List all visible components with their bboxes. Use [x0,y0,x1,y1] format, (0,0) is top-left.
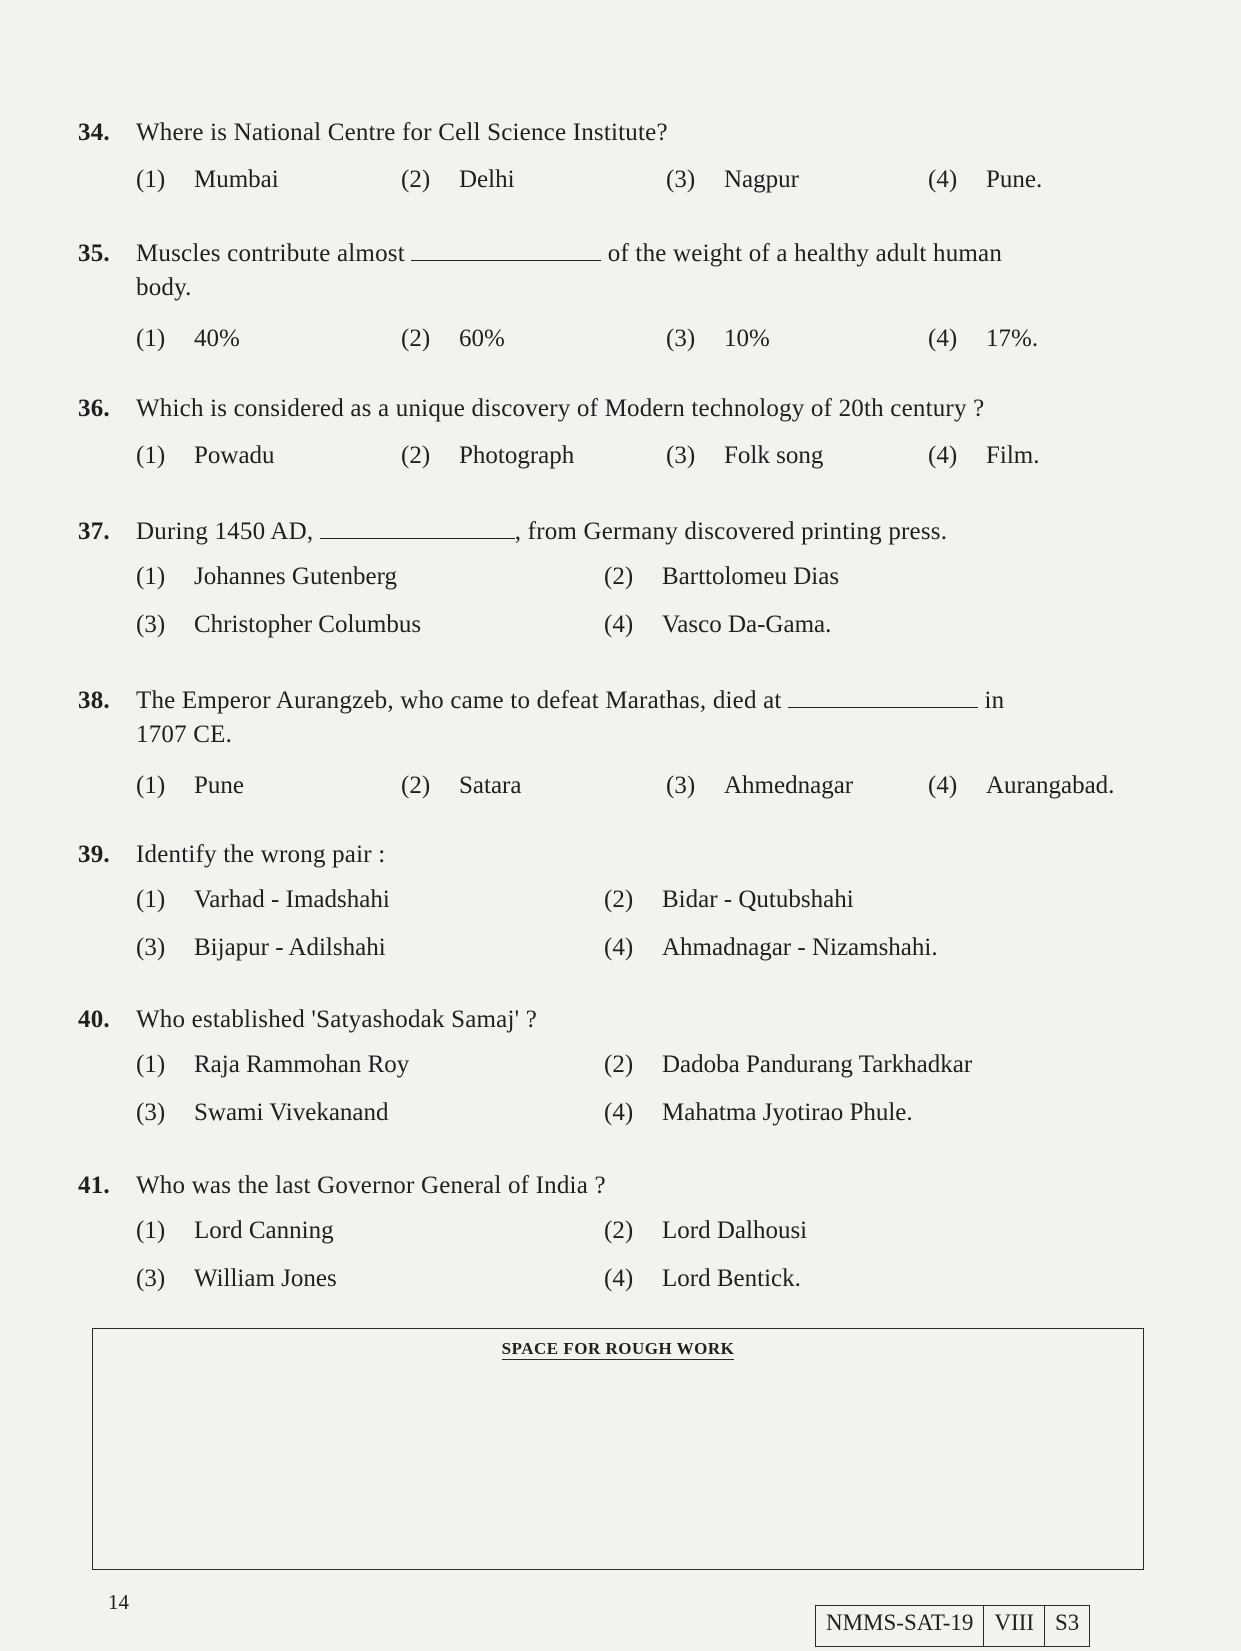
question-36 [78,392,1158,472]
option-4: (4) Pune. [928,166,1043,193]
option-1: (1) Pune [136,772,244,799]
option-1: (1) Johannes Gutenberg [136,563,397,590]
option-1: (1) Mumbai [136,166,279,193]
option-2: (2) Barttolomeu Dias [604,563,840,590]
question-number: 37. [78,518,110,545]
option-3: (3) Folk song [666,442,824,469]
question-number: 36. [78,395,110,422]
option-3: (3) Bijapur - Adilshahi [136,934,386,961]
options [136,323,1158,355]
option-4: (4) Vasco Da-Gama. [604,611,832,638]
options [136,164,1158,196]
question-text: During 1450 AD, , from Germany discovered printing press. [136,518,948,545]
options [136,440,1158,472]
options [136,1215,1158,1295]
paper-code: NMMS-SAT-19 [816,1606,984,1646]
option-2: (2) 60% [401,325,505,352]
question-text: Where is National Centre for Cell Science Institute? [136,119,668,146]
option-1: (1) Varhad - Imadshahi [136,886,390,913]
question-text: Identify the wrong pair : [136,841,386,868]
answer-blank [320,516,515,539]
options [136,770,1158,802]
class-code: VIII [984,1606,1045,1646]
options [136,884,1158,964]
option-4: (4) Lord Bentick. [604,1265,801,1292]
option-4: (4) Aurangabad. [928,772,1115,799]
rough-work-box [92,1328,1144,1570]
option-4: (4) Film. [928,442,1040,469]
question-41 [78,1169,1158,1311]
option-3: (3) William Jones [136,1265,337,1292]
option-3: (3) Swami Vivekanand [136,1099,389,1126]
question-number: 35. [78,240,110,267]
answer-blank [411,238,601,261]
question-40 [78,1003,1158,1145]
question-text: The Emperor Aurangzeb, who came to defeat Marathas, died at in 1707 CE. [136,687,1005,748]
question-34 [78,116,1158,196]
option-1: (1) 40% [136,325,240,352]
option-4: (4) 17%. [928,325,1039,352]
option-4: (4) Mahatma Jyotirao Phule. [604,1099,913,1126]
option-1: (1) Lord Canning [136,1217,334,1244]
option-1: (1) Raja Rammohan Roy [136,1051,410,1078]
option-2: (2) Dadoba Pandurang Tarkhadkar [604,1051,973,1078]
option-2: (2) Lord Dalhousi [604,1217,808,1244]
paper-code-box [815,1605,1090,1647]
question-number: 34. [78,119,110,146]
set-code: S3 [1055,1610,1080,1635]
question-number: 40. [78,1006,110,1033]
option-3: (3) Christopher Columbus [136,611,422,638]
question-text: Who was the last Governor General of India ? [136,1172,606,1199]
answer-blank [788,685,978,708]
question-number: 41. [78,1172,110,1199]
option-3: (3) 10% [666,325,770,352]
option-4: (4) Ahmadnagar - Nizamshahi. [604,934,938,961]
option-2: (2) Satara [401,772,522,799]
question-35 [78,237,1158,355]
options [136,561,1158,641]
option-2: (2) Delhi [401,166,515,193]
question-text: Who established 'Satyashodak Samaj' ? [136,1006,538,1033]
option-1: (1) Powadu [136,442,275,469]
page-number: 14 [108,1590,129,1614]
options [136,1049,1158,1129]
question-38 [78,684,1158,802]
question-text: Which is considered as a unique discovery of Modern technology of 20th century ? [136,395,985,422]
rough-work-title: SPACE FOR ROUGH WORK [501,1339,735,1358]
option-2: (2) Photograph [401,442,575,469]
option-3: (3) Ahmednagar [666,772,854,799]
option-2: (2) Bidar - Qutubshahi [604,886,854,913]
question-text: Muscles contribute almost of the weight of a healthy adult human body. [136,240,1003,301]
option-3: (3) Nagpur [666,166,799,193]
question-39 [78,838,1158,980]
question-number: 38. [78,687,110,714]
question-number: 39. [78,841,110,868]
question-37 [78,515,1158,657]
